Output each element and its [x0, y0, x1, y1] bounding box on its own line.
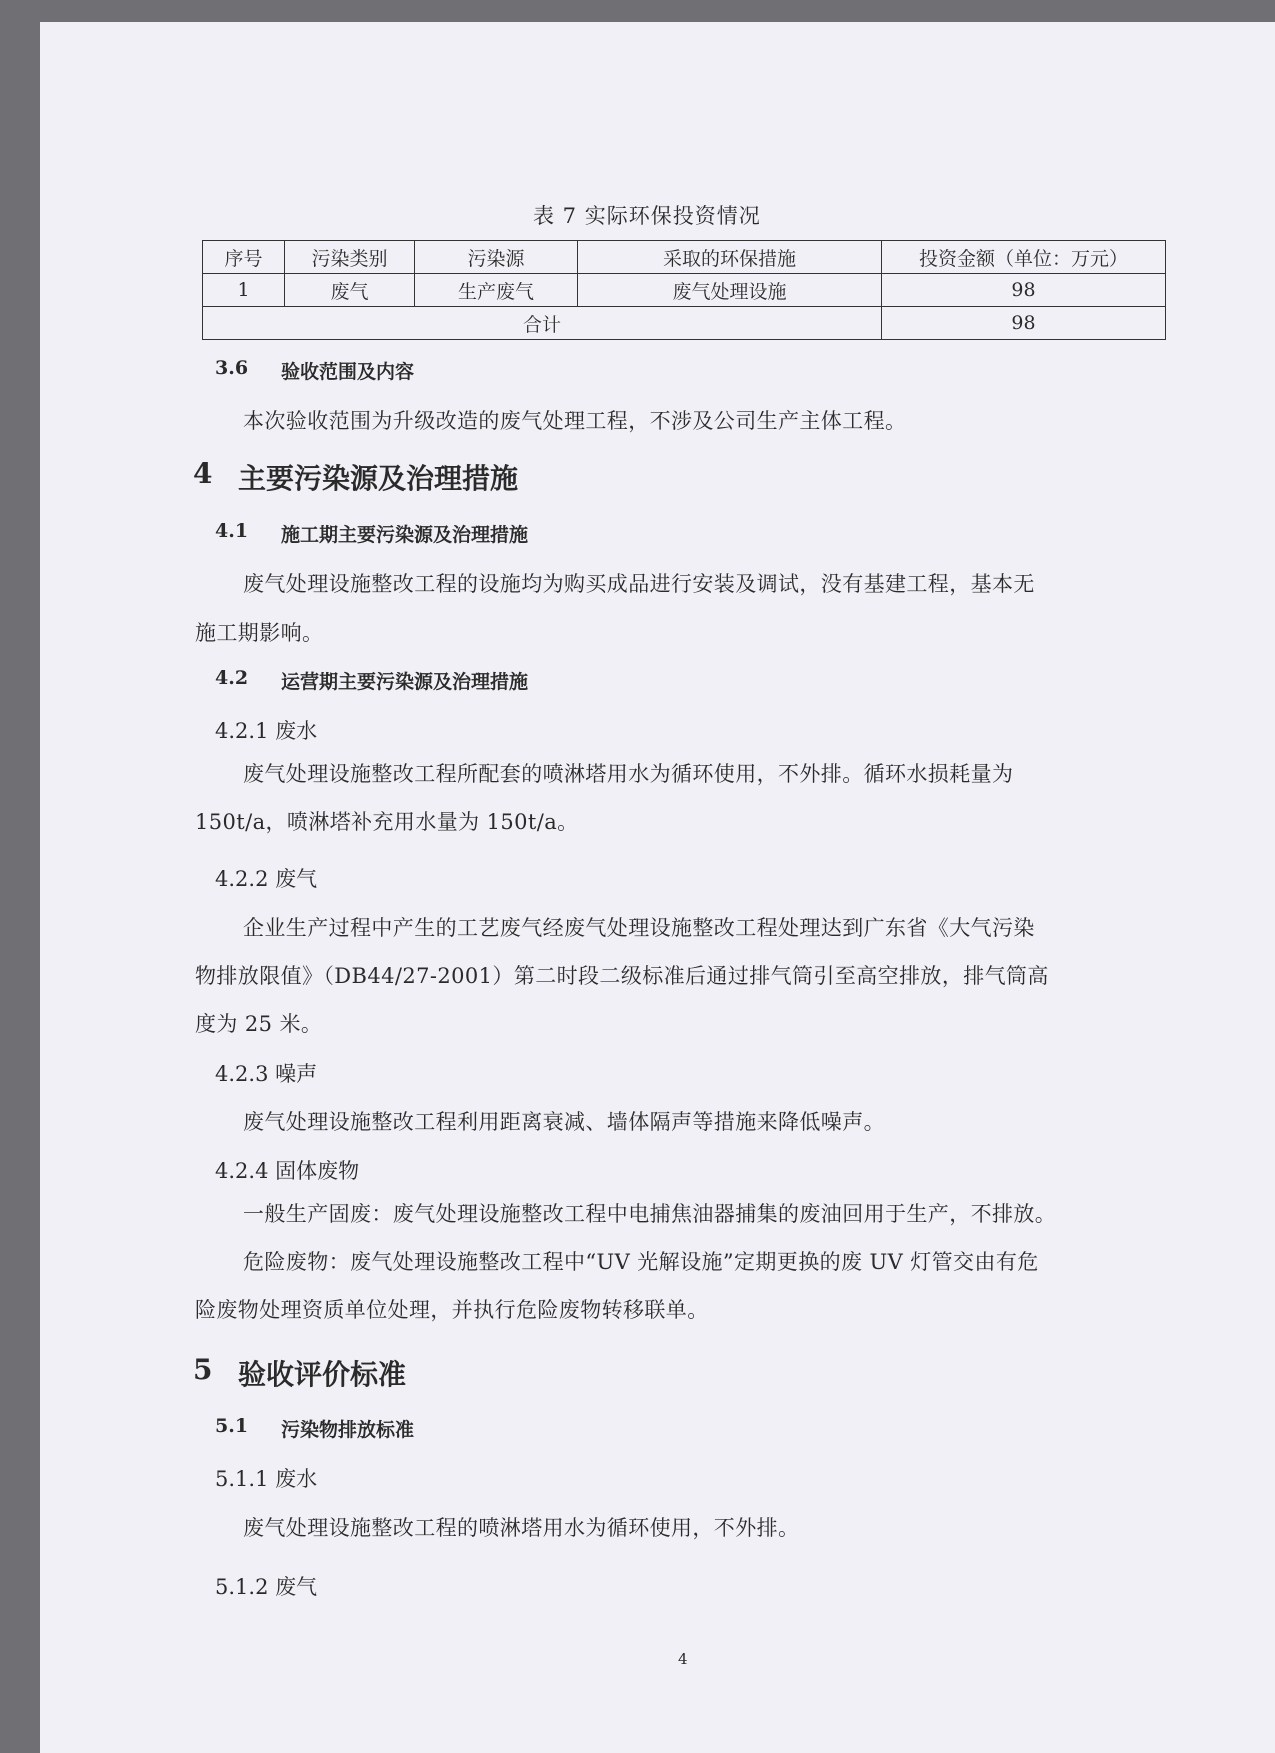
header-cell: 污染类别 — [285, 241, 415, 274]
chapter-number: 4 — [193, 457, 213, 490]
paragraph-line: 险废物处理资质单位处理，并执行危险废物转移联单。 — [195, 1298, 709, 1322]
paragraph-line: 危险废物：废气处理设施整改工程中“UV 光解设施”定期更换的废 UV 灯管交由有危 — [243, 1250, 1039, 1274]
table-cell: 生产废气 — [415, 274, 578, 307]
chapter-number: 5 — [193, 1353, 213, 1386]
header-cell: 序号 — [203, 241, 285, 274]
section-heading: 运营期主要污染源及治理措施 — [281, 671, 529, 693]
table-cell: 废气 — [285, 274, 415, 307]
section-heading: 验收范围及内容 — [281, 361, 415, 383]
table-row — [203, 274, 1166, 307]
header-cell: 采取的环保措施 — [578, 241, 882, 274]
paragraph-line: 度为 25 米。 — [195, 1012, 323, 1036]
paragraph-line: 一般生产固废：废气处理设施整改工程中电捕焦油器捕集的废油回用于生产，不排放。 — [243, 1202, 1057, 1226]
chapter-heading: 主要污染源及治理措施 — [238, 462, 519, 495]
table-total-row — [203, 307, 1166, 340]
section-heading: 施工期主要污染源及治理措施 — [281, 524, 529, 546]
section-number: 3.6 — [215, 357, 249, 379]
subsection-heading: 5.1.2 废气 — [215, 1575, 318, 1599]
section-number: 5.1 — [215, 1415, 249, 1437]
table-cell: 废气处理设施 — [578, 274, 882, 307]
paragraph-line: 废气处理设施整改工程的设施均为购买成品进行安装及调试，没有基建工程，基本无 — [243, 572, 1035, 596]
subsection-heading: 4.2.4 固体废物 — [215, 1159, 360, 1183]
subsection-heading: 4.2.1 废水 — [215, 719, 318, 743]
page-number: 4 — [678, 1650, 688, 1668]
total-label: 合计 — [203, 307, 882, 340]
paragraph-line: 废气处理设施整改工程利用距离衰减、墙体隔声等措施来降低噪声。 — [243, 1110, 885, 1134]
subsection-heading: 4.2.2 废气 — [215, 867, 318, 891]
subsection-heading: 5.1.1 废水 — [215, 1467, 318, 1491]
section-number: 4.1 — [215, 520, 249, 542]
chapter-heading: 验收评价标准 — [238, 1358, 407, 1391]
paragraph-line: 物排放限值》（DB44/27-2001）第二时段二级标准后通过排气筒引至高空排放，排气筒高 — [195, 964, 1049, 988]
paragraph-line: 废气处理设施整改工程的喷淋塔用水为循环使用，不外排。 — [243, 1516, 800, 1540]
paragraph-line: 施工期影响。 — [195, 621, 324, 645]
paragraph-line: 废气处理设施整改工程所配套的喷淋塔用水为循环使用，不外排。循环水损耗量为 — [243, 762, 1014, 786]
table-cell: 1 — [203, 274, 285, 307]
table-header-row — [203, 241, 1166, 274]
paragraph-line: 企业生产过程中产生的工艺废气经废气处理设施整改工程处理达到广东省《大气污染 — [243, 916, 1035, 940]
header-cell: 投资金额（单位：万元） — [882, 241, 1166, 274]
table-cell: 98 — [882, 274, 1166, 307]
paragraph-line: 本次验收范围为升级改造的废气处理工程，不涉及公司生产主体工程。 — [243, 409, 907, 433]
header-cell: 污染源 — [415, 241, 578, 274]
investment-table — [202, 240, 1166, 340]
paragraph-line: 150t/a，喷淋塔补充用水量为 150t/a。 — [195, 810, 579, 834]
table-caption: 表 7 实际环保投资情况 — [533, 204, 761, 228]
total-value: 98 — [882, 307, 1166, 340]
section-heading: 污染物排放标准 — [281, 1419, 415, 1441]
subsection-heading: 4.2.3 噪声 — [215, 1062, 318, 1086]
section-number: 4.2 — [215, 667, 249, 689]
